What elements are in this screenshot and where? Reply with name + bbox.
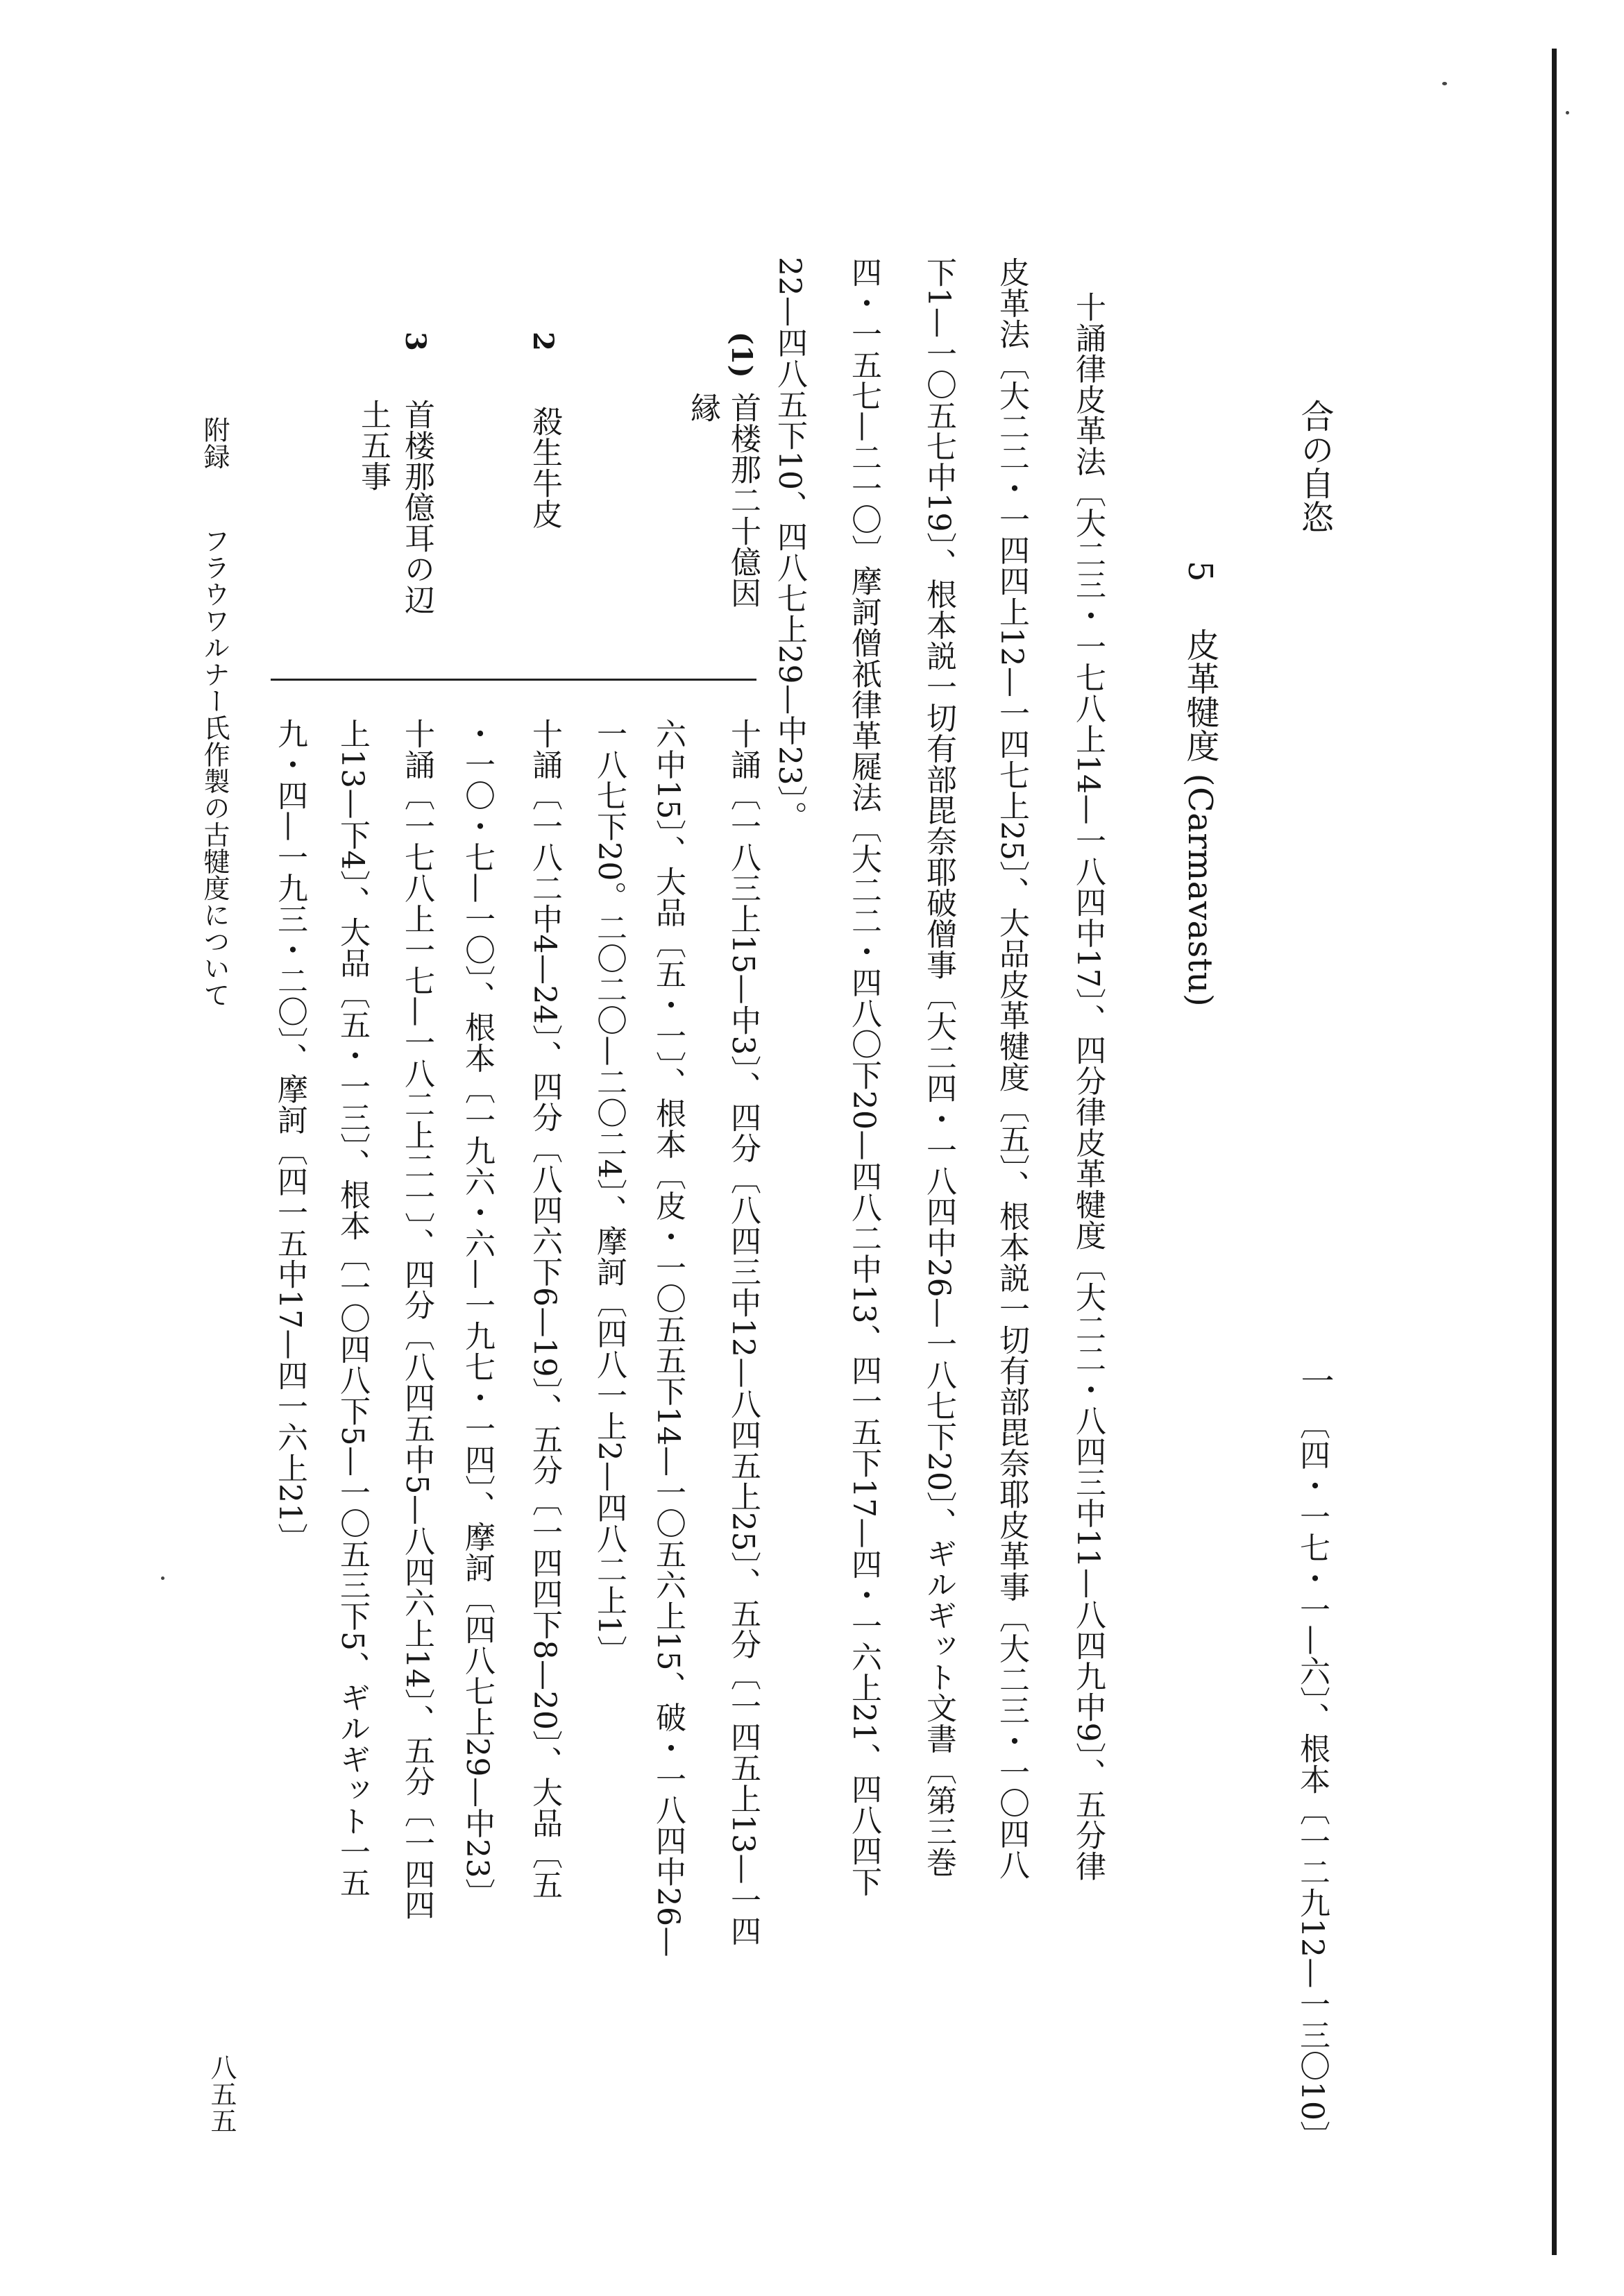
header-dash: 一 <box>1295 1363 1334 1397</box>
ref-line: 一八七下20。二〇二〇—二〇二4〕、摩訶〔四八一上2—四八二上1〕 <box>591 718 627 1667</box>
main-line: 四・一五七—二一〇〕摩訶僧祇律革屣法〔大二二・四八〇下20—四八二中13、四一五下17—四・一六上21、四八四下 <box>846 257 881 1897</box>
scan-speck <box>161 1576 164 1580</box>
scan-speck <box>1442 82 1447 85</box>
ref-line: 上13—下4〕、大品〔五・一三〕、根本〔一〇四八下5—一〇五三下5、ギルギット一五 <box>335 718 370 1898</box>
item-title: 殺生牛皮 <box>527 406 562 529</box>
ref-line: 十誦〔一八三上15—中3〕、四分〔八四三中12—八四五上25〕、五分〔一四五上13—一四 <box>725 718 761 1946</box>
item-title: 首楼那二十億因 <box>725 392 761 609</box>
page-number: 八五五 <box>206 2054 237 2134</box>
main-line: 下1—一〇五七中19〕、根本説一切有部毘奈耶破僧事〔大二四・一八四中26—一八七下20〕、ギルギット文書〔第三巻 <box>921 257 956 1878</box>
ref-line: 十誦〔一八二中4—24〕、四分〔八四六下6—19〕、五分〔一四四下8—20〕、大品〔五 <box>527 718 562 1900</box>
appendix-label: 附録 <box>199 416 230 470</box>
main-line: 22—四八五下10、四八七上29—中23〕。 <box>772 257 807 832</box>
item-title: 縁 <box>685 392 720 423</box>
item-label: 2 <box>527 332 559 352</box>
header-title: 合の自恣 <box>1295 399 1334 534</box>
header-refs: 〔四・一七・一—六〕、根本〔一二九12—一三〇10〕 <box>1294 1409 1330 2152</box>
running-title: フラウワルナー氏作製の古犍度について <box>199 527 230 1008</box>
item-label: 3 <box>399 332 432 352</box>
item-label: (1) <box>725 332 758 379</box>
item-title: 首楼那億耳の辺 <box>399 399 434 615</box>
section-number: 5 <box>1181 561 1219 583</box>
scan-speck <box>1566 111 1569 114</box>
ref-line: ・一〇・七—一〇〕、根本〔一九六・六—一九七・一四〕、摩訶〔四八七上29—中23〕 <box>459 718 495 1910</box>
divider-line <box>271 679 756 681</box>
ref-line: 九・四—一九三・二〇〕、摩訶〔四一五中17—四一六上21〕 <box>272 718 307 1554</box>
page-edge-line <box>1552 49 1557 2255</box>
ref-line: 十誦〔一七八上一七—一八二上二一〕、四分〔八四五中5—八四六上14〕、五分〔一四四 <box>399 718 434 1921</box>
main-line: 十誦律皮革法〔大二三・一七八上14—一八四中17〕、四分律皮革犍度〔大二二・八四三中11—八四九中9〕、五分律 <box>1070 291 1106 1882</box>
item-title: 土五事 <box>355 399 391 492</box>
main-line: 皮革法〔大二二・一四四上12—一四七上25〕、大品皮革犍度〔五〕、根本説一切有部毘奈耶皮革事〔大二三・一〇四八 <box>994 257 1029 1880</box>
section-title: 皮革犍度 (Carmavastu) <box>1181 628 1219 1007</box>
ref-line: 六中15〕、大品〔五・一〕、根本〔皮・一〇五五下14—一〇五六上15、破・一八四中26— <box>650 718 686 1957</box>
